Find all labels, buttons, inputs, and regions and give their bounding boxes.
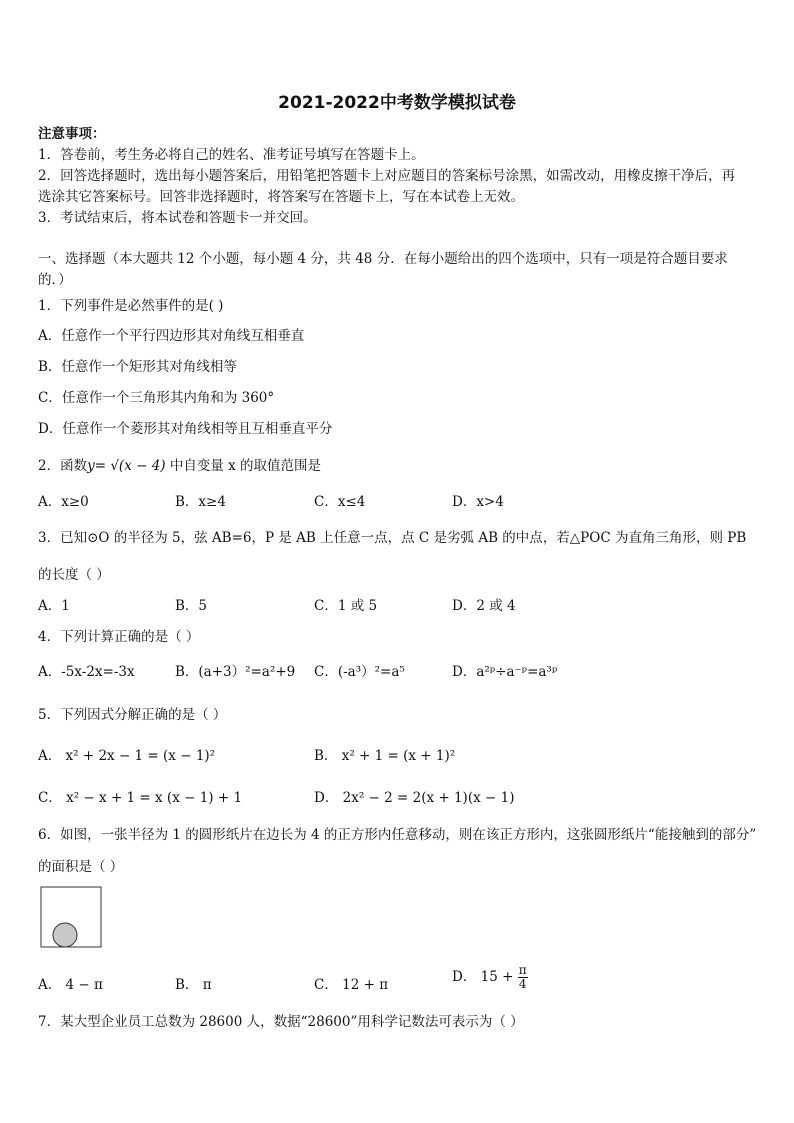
q2-option-b: B．x≥4	[175, 494, 226, 510]
q5-option-d: D． 2x² − 2 = 2(x + 1)(x − 1)	[314, 790, 515, 806]
q1-option-d: D．任意作一个菱形其对角线相等且互相垂直平分	[38, 421, 333, 437]
q5-option-a: A． x² + 2x − 1 = (x − 1)²	[38, 748, 216, 764]
section-heading: 一、选择题（本大题共 12 个小题，每小题 4 分，共 48 分．在每小题给出的四个选项中，只有一项是符合题目要求	[38, 251, 728, 267]
q2-option-c: C．x≤4	[314, 494, 366, 510]
q1-option-b: B．任意作一个矩形其对角线相等	[38, 359, 237, 375]
q3-stem-cont: 的长度（ ）	[38, 567, 110, 583]
q6-figure	[40, 886, 104, 954]
q7-stem: 7．某大型企业员工总数为 28600 人，数据“28600”用科学记数法可表示为（ ）	[38, 1014, 524, 1030]
q6-option-c: C． 12 + π	[314, 977, 389, 993]
note-item: 1．答卷前，考生务必将自己的姓名、准考证号填写在答题卡上。	[38, 147, 425, 163]
q2-stem: 2．函数y= √(x − 4) 中自变量 x 的取值范围是	[38, 458, 322, 474]
q3-option-b: B．5	[175, 598, 208, 614]
q3-stem: 3．已知⊙O 的半径为 5，弦 AB=6，P 是 AB 上任意一点，点 C 是劣弧 AB 的中点，若△POC 为直角三角形，则 PB	[38, 530, 747, 546]
q3-option-d: D．2 或 4	[452, 598, 516, 614]
note-item: 3．考试结束后，将本试卷和答题卡一并交回。	[38, 210, 317, 226]
note-item: 2．回答选择题时，选出每小题答案后，用铅笔把答题卡上对应题目的答案标号涂黑，如需改动，用橡皮擦干净后，再	[38, 168, 736, 184]
q6-option-d: D． 15 + $\frac{\pi}{4}$	[452, 963, 527, 991]
notes-heading: 注意事项：	[38, 126, 106, 142]
q1-stem: 1．下列事件是必然事件的是( )	[38, 298, 224, 314]
q5-stem: 5．下列因式分解正确的是（ ）	[38, 707, 227, 723]
q1-option-c: C．任意作一个三角形其内角和为 360°	[38, 390, 275, 406]
q3-option-a: A．1	[38, 598, 70, 614]
q6-stem: 6．如图，一张半径为 1 的圆形纸片在边长为 4 的正方形内任意移动，则在该正方形内，这张圆形纸片“能接触到的部分”	[38, 827, 757, 843]
q6-stem-cont: 的面积是（ ）	[38, 859, 124, 875]
q6-option-b: B． π	[175, 977, 212, 993]
q1-option-a: A．任意作一个平行四边形其对角线互相垂直	[38, 328, 305, 344]
q5-option-c: C． x² − x + 1 = x (x − 1) + 1	[38, 790, 243, 806]
page-title: 2021-2022中考数学模拟试卷	[278, 93, 516, 113]
q5-option-b: B． x² + 1 = (x + 1)²	[314, 748, 456, 764]
q3-option-c: C．1 或 5	[314, 598, 378, 614]
q4-option-d: D．a²ᵖ÷a⁻ᵖ=a³ᵖ	[452, 664, 558, 680]
q6-option-a: A． 4 − π	[38, 977, 103, 993]
q4-option-b: B．(a+3）²=a²+9	[175, 664, 296, 680]
q2-option-a: A．x≥0	[38, 494, 89, 510]
q4-stem: 4．下列计算正确的是（ ）	[38, 629, 200, 645]
q2-function: y= √(x − 4)	[87, 458, 166, 474]
q4-option-a: A．-5x-2x=-3x	[38, 664, 135, 680]
q6-fraction: $\frac{\pi}{4}$	[518, 963, 527, 991]
note-item: 选涂其它答案标号。回答非选择题时，将答案写在答题卡上，写在本试卷上无效。	[38, 189, 524, 205]
q2-option-d: D．x>4	[452, 494, 504, 510]
q4-option-c: C．(-a³）²=a⁵	[314, 664, 405, 680]
circle-shape	[53, 923, 77, 947]
square-with-circle-figure	[40, 886, 104, 950]
section-heading-cont: 的．）	[38, 272, 72, 288]
